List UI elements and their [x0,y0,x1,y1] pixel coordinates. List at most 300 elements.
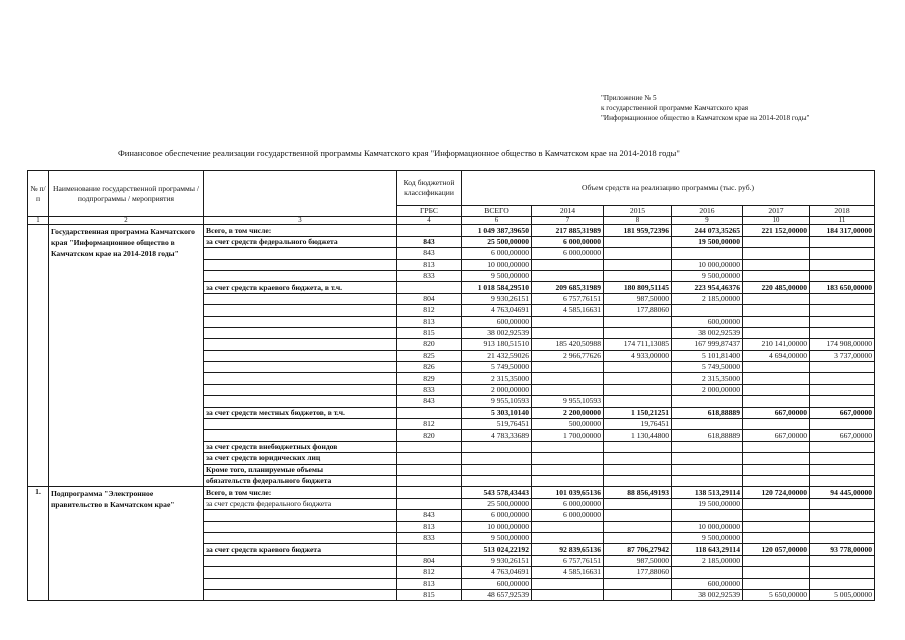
value-year [604,259,672,270]
row-label [204,589,397,600]
row-label [204,327,397,338]
grbs-code [397,464,462,475]
subprogram-name: Подпрограмма "Электронное правительство в Камчатском крае" [49,487,204,601]
value-year: 19,76451 [604,419,672,430]
row-label [204,521,397,532]
value-year [532,578,604,589]
value-year: 600,00000 [672,316,743,327]
index-cell: 6 [462,217,532,225]
value-year [743,316,810,327]
value-year [743,498,810,509]
table-row [28,225,875,236]
value-year [604,453,672,464]
row-label [204,430,397,441]
value-year [604,373,672,384]
value-year [743,248,810,259]
value-year [810,236,875,247]
grbs-code: 812 [397,567,462,578]
row-number: 1. [28,487,49,601]
value-year [604,510,672,521]
row-label: Кроме того, планируемые объемы [204,464,397,475]
value-year [604,532,672,543]
value-total: 513 024,22192 [462,544,532,555]
row-label [204,339,397,350]
value-year [672,567,743,578]
value-year: 4 694,00000 [743,350,810,361]
header-2017: 2017 [743,206,810,217]
value-year: 183 650,00000 [810,282,875,293]
value-total: 5 749,50000 [462,362,532,373]
value-year: 6 757,76151 [532,555,604,566]
value-year [604,475,672,486]
row-label: за счет средств федерального бюджета [204,498,397,509]
value-year: 2 000,00000 [672,384,743,395]
value-year: 6 757,76151 [532,293,604,304]
header-total: ВСЕГО [462,206,532,217]
annex-line-3: "Информационное общество в Камчатском крае на 2014-2018 годы" [601,114,810,122]
program-name: Государственная программа Камчатского края "Информационное общество в Камчатском крае на 2014-2018 годы" [49,225,204,487]
grbs-code: 813 [397,316,462,327]
value-year [672,305,743,316]
value-year [743,384,810,395]
value-year: 618,88889 [672,407,743,418]
value-year [604,316,672,327]
value-year: 5 101,81400 [672,350,743,361]
value-year [672,396,743,407]
value-year [743,259,810,270]
value-year [532,475,604,486]
value-year [672,419,743,430]
value-year [604,396,672,407]
header-grbs: ГРБС [397,206,462,217]
value-year [532,316,604,327]
value-year: 667,00000 [810,407,875,418]
value-year: 210 141,00000 [743,339,810,350]
value-year [532,532,604,543]
value-year: 4 585,16631 [532,305,604,316]
value-year: 92 839,65136 [532,544,604,555]
annex-line-1: "Приложение № 5 [601,94,657,102]
value-year [743,453,810,464]
value-year [810,475,875,486]
value-year: 101 039,65136 [532,487,604,498]
value-year [810,578,875,589]
value-year: 87 706,27942 [604,544,672,555]
header-code: Код бюджетной классификации [397,171,462,206]
value-year: 185 420,50988 [532,339,604,350]
value-year [672,441,743,452]
row-label: за счет средств внебюджетных фондов [204,441,397,452]
row-label [204,248,397,259]
value-year [604,498,672,509]
value-year [810,362,875,373]
row-label: за счет средств краевого бюджета, в т.ч. [204,282,397,293]
value-total: 9 955,10593 [462,396,532,407]
grbs-code: 843 [397,396,462,407]
value-year [672,464,743,475]
value-year: 5 650,00000 [743,589,810,600]
value-year [810,316,875,327]
value-total: 4 763,04691 [462,305,532,316]
value-year: 10 000,00000 [672,521,743,532]
value-year: 120 057,00000 [743,544,810,555]
row-label [204,567,397,578]
value-year [810,453,875,464]
grbs-code [397,282,462,293]
grbs-code [397,487,462,498]
value-year [743,362,810,373]
value-total: 1 049 387,39650 [462,225,532,236]
value-year [810,270,875,281]
value-year [810,567,875,578]
value-year [604,327,672,338]
value-year: 209 685,31989 [532,282,604,293]
value-year: 500,00000 [532,419,604,430]
row-label [204,362,397,373]
value-year: 221 152,00000 [743,225,810,236]
row-label [204,384,397,395]
value-year [810,441,875,452]
value-year [743,305,810,316]
value-total [462,464,532,475]
row-label [204,259,397,270]
value-total: 10 000,00000 [462,521,532,532]
value-year [743,567,810,578]
value-total: 6 000,00000 [462,510,532,521]
row-number [28,225,49,487]
row-label [204,419,397,430]
value-year: 138 513,29114 [672,487,743,498]
value-total: 25 500,00000 [462,498,532,509]
value-year: 167 999,87437 [672,339,743,350]
value-total: 519,76451 [462,419,532,430]
table-row [28,487,875,498]
grbs-code [397,225,462,236]
document-title: Финансовое обеспечение реализации государственной программы Камчатского края "Информационное общество в Камчатском крае на 2014-2018 годы" [118,148,680,158]
row-label [204,305,397,316]
row-label [204,350,397,361]
value-total [462,475,532,486]
row-label: за счет средств юридических лиц [204,453,397,464]
grbs-code [397,498,462,509]
value-year [810,248,875,259]
value-total: 10 000,00000 [462,259,532,270]
value-year [532,362,604,373]
column-index-row [28,217,875,225]
grbs-code: 843 [397,236,462,247]
value-year: 118 643,29114 [672,544,743,555]
value-year: 6 000,00000 [532,510,604,521]
value-year [532,589,604,600]
value-year [532,270,604,281]
row-label: обязательств федерального бюджета [204,475,397,486]
value-year [672,510,743,521]
value-year [810,396,875,407]
value-year: 618,88889 [672,430,743,441]
value-year [743,270,810,281]
value-year: 174 908,00000 [810,339,875,350]
value-year [604,589,672,600]
value-year: 6 000,00000 [532,498,604,509]
value-year [810,259,875,270]
index-cell: 1 [28,217,49,225]
value-year [810,532,875,543]
value-year [672,475,743,486]
value-year [810,419,875,430]
value-year [810,384,875,395]
value-year [743,578,810,589]
value-total: 6 000,00000 [462,248,532,259]
grbs-code: 833 [397,384,462,395]
value-year: 2 966,77626 [532,350,604,361]
grbs-code: 815 [397,589,462,600]
row-label: за счет средств краевого бюджета [204,544,397,555]
index-cell: 9 [672,217,743,225]
value-year: 987,50000 [604,293,672,304]
value-total: 9 930,26151 [462,555,532,566]
row-label: Всего, в том числе: [204,225,397,236]
value-year: 9 500,00000 [672,532,743,543]
value-year: 600,00000 [672,578,743,589]
value-year [532,259,604,270]
value-total: 4 763,04691 [462,567,532,578]
grbs-code: 804 [397,555,462,566]
value-year [604,578,672,589]
value-year [810,555,875,566]
grbs-code [397,453,462,464]
grbs-code: 833 [397,532,462,543]
value-year: 4 933,00000 [604,350,672,361]
row-label [204,555,397,566]
value-year: 184 317,00000 [810,225,875,236]
value-year: 667,00000 [810,430,875,441]
value-year [810,305,875,316]
value-year: 120 724,00000 [743,487,810,498]
value-year: 1 700,00000 [532,430,604,441]
row-label [204,396,397,407]
value-year: 9 955,10593 [532,396,604,407]
value-total: 2 315,35000 [462,373,532,384]
value-year: 1 150,21251 [604,407,672,418]
value-year: 3 737,00000 [810,350,875,361]
grbs-code: 804 [397,293,462,304]
grbs-code: 820 [397,430,462,441]
row-label [204,532,397,543]
index-cell: 11 [810,217,875,225]
header-2016: 2016 [672,206,743,217]
value-year: 94 445,00000 [810,487,875,498]
row-label: за счет средств федерального бюджета [204,236,397,247]
value-total: 1 018 584,29510 [462,282,532,293]
header-no: № п/п [28,171,49,217]
grbs-code: 820 [397,339,462,350]
value-year: 177,88060 [604,567,672,578]
value-year: 181 959,72396 [604,225,672,236]
value-year: 10 000,00000 [672,259,743,270]
value-year: 223 954,46376 [672,282,743,293]
value-year [604,236,672,247]
value-year [743,532,810,543]
value-year [532,373,604,384]
grbs-code [397,441,462,452]
value-year: 5 005,00000 [810,589,875,600]
value-year [743,475,810,486]
value-year [532,327,604,338]
value-year [604,441,672,452]
value-year [604,362,672,373]
value-year [810,464,875,475]
value-total: 4 783,33689 [462,430,532,441]
value-year: 2 185,00000 [672,293,743,304]
grbs-code: 825 [397,350,462,361]
value-year [532,521,604,532]
value-year: 38 002,92539 [672,589,743,600]
table-body [28,225,875,601]
value-year [743,464,810,475]
grbs-code [397,407,462,418]
value-total: 9 500,00000 [462,270,532,281]
header-empty [204,171,397,217]
grbs-code: 843 [397,510,462,521]
value-year [532,441,604,452]
value-year: 667,00000 [743,430,810,441]
annex-note [601,93,809,123]
header-volume: Объем средств на реализацию программы (тыс. руб.) [462,171,875,206]
value-year [743,441,810,452]
grbs-code [397,544,462,555]
header-2018: 2018 [810,206,875,217]
value-year: 4 585,16631 [532,567,604,578]
value-year [672,453,743,464]
value-year [810,327,875,338]
value-year [810,293,875,304]
value-year: 19 500,00000 [672,498,743,509]
value-year [532,384,604,395]
value-year: 2 185,00000 [672,555,743,566]
index-cell: 3 [204,217,397,225]
value-year: 180 809,51145 [604,282,672,293]
value-year: 5 749,50000 [672,362,743,373]
index-cell: 7 [532,217,604,225]
value-year [743,327,810,338]
value-year [743,236,810,247]
value-year [743,521,810,532]
grbs-code: 826 [397,362,462,373]
value-year [532,453,604,464]
value-year: 667,00000 [743,407,810,418]
value-year [532,464,604,475]
value-total: 543 578,43443 [462,487,532,498]
value-year: 6 000,00000 [532,248,604,259]
header-name: Наименование государственной программы / подпрограммы / мероприятия [49,171,204,217]
row-label [204,270,397,281]
value-year [810,373,875,384]
value-year [604,248,672,259]
value-total: 600,00000 [462,578,532,589]
grbs-code: 813 [397,578,462,589]
grbs-code [397,475,462,486]
row-label: за счет средств местных бюджетов, в т.ч. [204,407,397,418]
financing-table [27,170,875,601]
row-label [204,293,397,304]
value-year [810,510,875,521]
value-year: 38 002,92539 [672,327,743,338]
value-year: 6 000,00000 [532,236,604,247]
value-total: 38 002,92539 [462,327,532,338]
index-cell: 8 [604,217,672,225]
annex-line-2: к государственной программе Камчатского края [601,104,749,112]
value-total [462,441,532,452]
row-label: Всего, в том числе: [204,487,397,498]
header-2015: 2015 [604,206,672,217]
index-cell: 4 [397,217,462,225]
row-label [204,510,397,521]
value-year: 93 778,00000 [810,544,875,555]
grbs-code: 812 [397,305,462,316]
value-total: 9 500,00000 [462,532,532,543]
grbs-code: 829 [397,373,462,384]
value-total: 9 930,26151 [462,293,532,304]
value-year [743,396,810,407]
value-year [810,521,875,532]
row-label [204,578,397,589]
value-year [743,373,810,384]
value-total: 600,00000 [462,316,532,327]
value-year [604,464,672,475]
value-year: 174 711,13085 [604,339,672,350]
value-total: 21 432,59026 [462,350,532,361]
value-year [743,510,810,521]
value-total: 25 500,00000 [462,236,532,247]
value-total [462,453,532,464]
value-year: 244 073,35265 [672,225,743,236]
value-year [743,419,810,430]
value-total: 2 000,00000 [462,384,532,395]
value-year: 9 500,00000 [672,270,743,281]
value-year: 19 500,00000 [672,236,743,247]
value-year [810,498,875,509]
value-year: 987,50000 [604,555,672,566]
grbs-code: 833 [397,270,462,281]
grbs-code: 813 [397,521,462,532]
value-year [604,270,672,281]
value-year: 220 485,00000 [743,282,810,293]
row-label [204,373,397,384]
value-total: 5 303,10140 [462,407,532,418]
row-label [204,316,397,327]
header-2014: 2014 [532,206,604,217]
value-total: 913 180,51510 [462,339,532,350]
value-year [743,555,810,566]
value-year: 2 315,35000 [672,373,743,384]
value-year [743,293,810,304]
value-year: 177,88060 [604,305,672,316]
value-year: 2 200,00000 [532,407,604,418]
value-total: 48 657,92539 [462,589,532,600]
value-year [604,521,672,532]
grbs-code: 813 [397,259,462,270]
value-year [604,384,672,395]
grbs-code: 815 [397,327,462,338]
grbs-code: 812 [397,419,462,430]
value-year: 217 885,31989 [532,225,604,236]
value-year: 88 856,49193 [604,487,672,498]
value-year: 1 130,44800 [604,430,672,441]
index-cell: 10 [743,217,810,225]
value-year [672,248,743,259]
grbs-code: 843 [397,248,462,259]
index-cell: 2 [49,217,204,225]
